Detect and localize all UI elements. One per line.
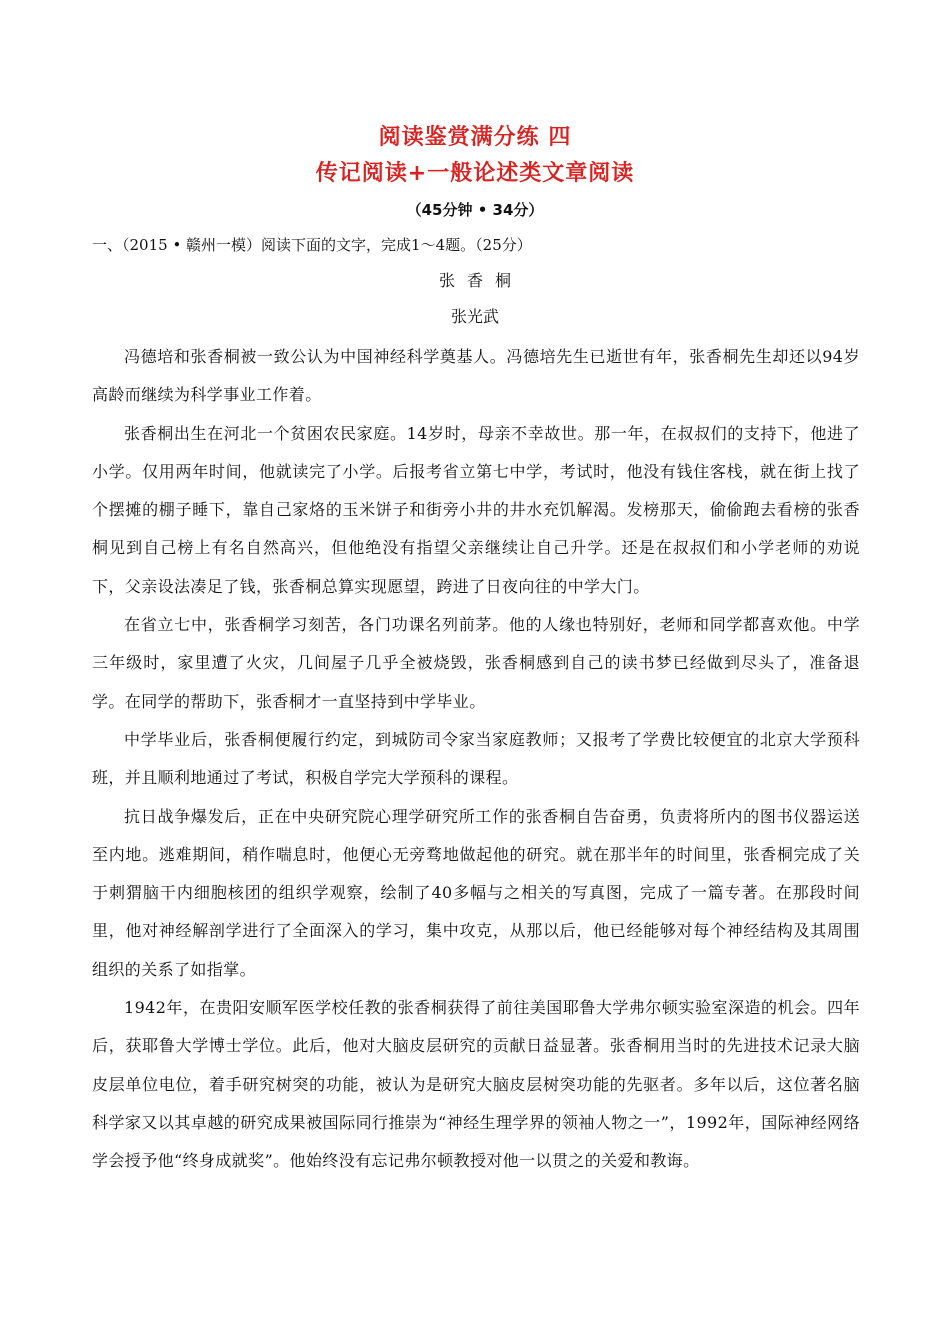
paragraph: 抗日战争爆发后，正在中央研究院心理学研究所工作的张香桐自告奋勇，负责将所内的图书仪器运送至内地。逃难期间，稍作喘息时，他便心无旁骛地做起他的研究。就在那半年的时间里，张香桐完成了关于刺猬脑干内细胞核团的组织学观察，绘制了40多幅与之相关的写真图，完成了一篇专著。在那段时间里，他对神经解剖学进行了全面深入的学习，集中攻克，从那以后，他已经能够对每个神经结构及其周围组织的关系了如指掌。 [92, 806, 860, 979]
paragraph: 1942年，在贵阳安顺军医学校任教的张香桐获得了前往美国耶鲁大学弗尔顿实验室深造的机会。四年后，获耶鲁大学博士学位。此后，他对大脑皮层研究的贡献日益显著。张香桐用当时的先进技术记录大脑皮层单位电位，着手研究树突的功能，被认为是研究大脑皮层树突功能的先驱者。多年以后，这位著名脑科学家又以其卓越的研究成果被国际同行推崇为“神经生理学界的领袖人物之一”，1992年，国际神经网络学会授予他“终身成就奖”。他始终没有忘记弗尔顿教授对他一以贯之的关爱和教诲。 [92, 998, 860, 1171]
document-title: 阅读鉴赏满分练 四 [378, 125, 572, 150]
exam-timing: （45分钟 • 34分） [406, 201, 544, 219]
article-body [92, 338, 860, 1181]
question-intro: 一、（2015 • 赣州一模）阅读下面的文字，完成1～4题。（25分） [92, 236, 532, 254]
paragraph: 中学毕业后，张香桐便履行约定，到城防司令家当家庭教师；又报考了学费比较便宜的北京大学预科班，并且顺利地通过了考试，积极自学完大学预科的课程。 [92, 729, 860, 788]
article-author: 张光武 [450, 307, 499, 326]
paragraph: 在省立七中，张香桐学习刻苦，各门功课名列前茅。他的人缘也特别好，老师和同学都喜欢他。中学三年级时，家里遭了火灾，几间屋子几乎全被烧毁，张香桐感到自己的读书梦已经做到尽头了，准备退学。在同学的帮助下，张香桐才一直坚持到中学毕业。 [92, 615, 860, 711]
document-subtitle: 传记阅读+一般论述类文章阅读 [315, 161, 635, 186]
paragraph: 冯德培和张香桐被一致公认为中国神经科学奠基人。冯德培先生已逝世有年，张香桐先生却还以94岁高龄而继续为科学事业工作着。 [92, 347, 860, 405]
article-title: 张香桐 [438, 271, 523, 290]
paragraph: 张香桐出生在河北一个贫困农民家庭。14岁时，母亲不幸故世。那一年，在叔叔们的支持下，他进了小学。仅用两年时间，他就读完了小学。后报考省立第七中学，考试时，他没有钱住客栈，就在街上找了个摆摊的棚子睡下，靠自己家烙的玉米饼子和街旁小井的井水充饥解渴。发榜那天，偷偷跑去看榜的张香桐见到自己榜上有名自然高兴，但他绝没有指望父亲继续让自己升学。还是在叔叔们和小学老师的劝说下，父亲设法凑足了钱，张香桐总算实现愿望，跨进了日夜向往的中学大门。 [92, 423, 860, 596]
